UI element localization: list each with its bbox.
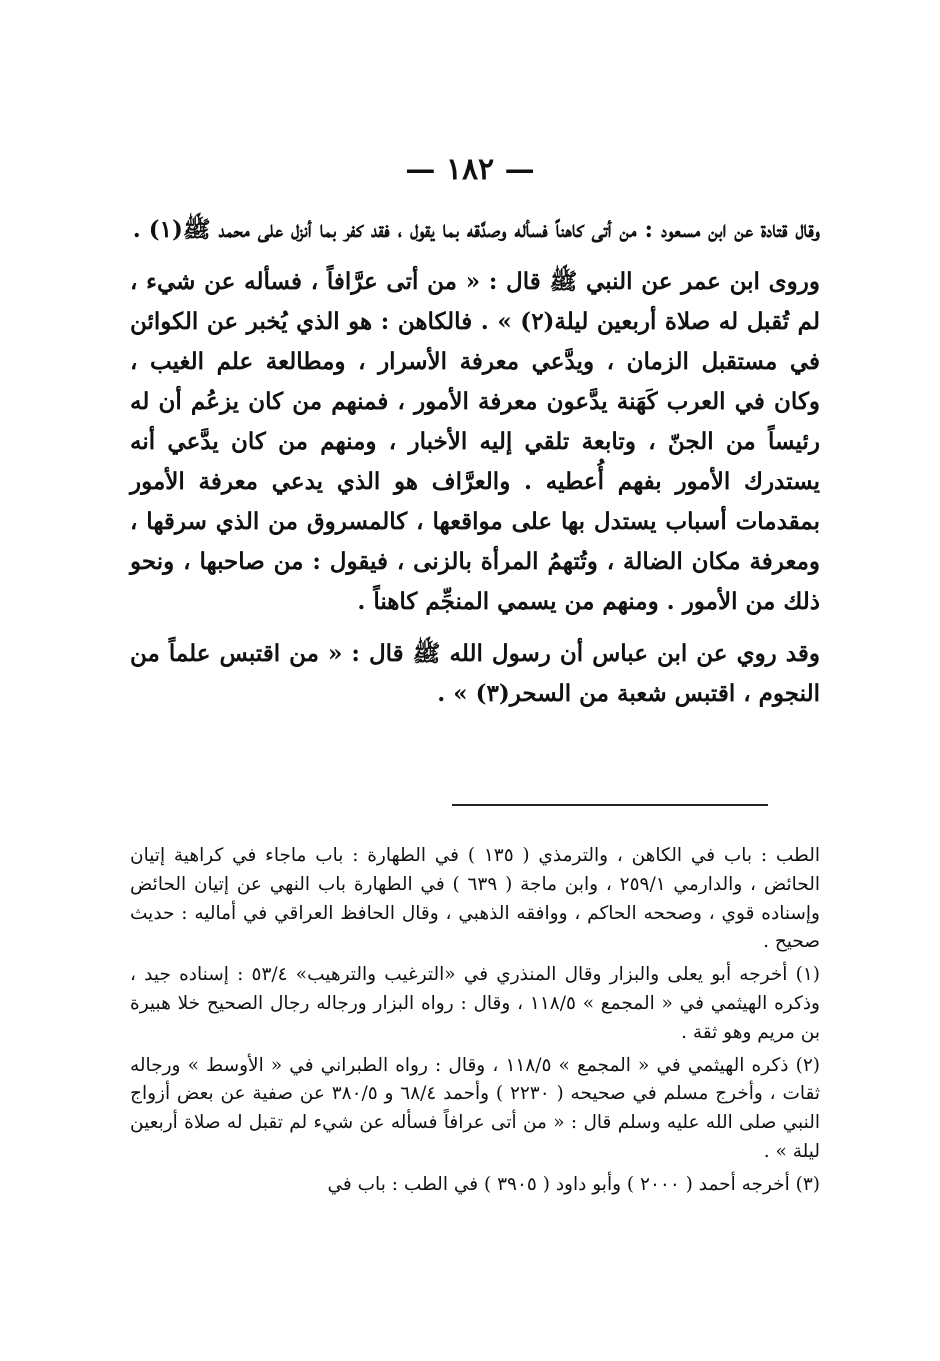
paragraph: وقد روي عن ابن عباس أن رسول الله ﷺ قال : « من اقتبس علماً من النجوم ، اقتبس شعبة من السحر(٣) » .: [130, 640, 820, 707]
main-text: [130, 210, 820, 726]
paragraph: وروى ابن عمر عن النبي ﷺ قال : « من أتى عرَّافاً ، فسأله عن شيء ، لم تُقبل له صلاة أربعين ليلة(٢) » . فالكاهن : هو الذي يُخبر عن الكوائن في مستقبل الزمان ، ويدَّعي معرفة الأسرار ، ومطالعة علم الغيب ، وكان في العرب كَهَنة يدَّعون معرفة الأمور ، فمنهم من كان يزعُم أن له رئيساً من الجنّ ، وتابعة تلقي إليه الأخبار ، ومنهم من كان يدَّعي أنه يستدرك الأمور بفهم أُعطيه . والعرَّاف هو الذي يدعي معرفة الأمور بمقدمات أسباب يستدل بها على مواقعها ، كالمسروق من الذي سرقها ، ومعرفة مكان الضالة ، وتُتهمُ المرأة بالزنى ، فيقول : من صاحبها ، ونحو ذلك من الأمور . ومنهم من يسمي المنجِّم كاهناً .: [130, 268, 821, 615]
footnotes: [130, 842, 820, 1204]
footnote-divider: [452, 804, 768, 806]
paragraph: وقال قتادة عن ابن مسعود : من أتى كاهناً فسأله وصدَّقه بما يقول ، فقد كفر بما أنزل على محمد ﷺ(١) .: [132, 216, 820, 243]
footnote-3: (٣) أخرجه أحمد ( ٢٠٠٠ ) وأبو داود ( ٣٩٠٥ ) في الطب : باب في: [327, 1173, 820, 1195]
footnote-continued: الطب : باب في الكاهن ، والترمذي ( ١٣٥ ) في الطهارة : باب ماجاء في كراهية إتيان الحائض ، والدارمي ٢٥٩/١ ، وابن ماجة ( ٦٣٩ ) في الطهارة باب النهي عن إتيان الحائض وإسناده قوي ، وصححه الحاكم ، ووافقه الذهبي ، وقال الحافظ العراقي في أماليه : حديث صحيح .: [130, 845, 821, 953]
footnote-1: (١) أخرجه أبو يعلى والبزار وقال المنذري في «الترغيب والترهيب» ٥٣/٤ : إسناده جيد ، وذكره الهيثمي في « المجمع » ١١٨/٥ ، وقال : رواه البزار ورجاله رجال الصحيح خلا هبيرة بن مريم وهو ثقة .: [130, 964, 820, 1043]
page-number: — ١٨٢ —: [405, 152, 535, 187]
footnote-2: (٢) ذكره الهيثمي في « المجمع » ١١٨/٥ ، وقال : رواه الطبراني في « الأوسط » ورجاله ثقات ، وأخرج مسلم في صحيحه ( ٢٢٣٠ ) وأحمد ٦٨/٤ و ٣٨٠/٥ عن صفية عن بعض أزواج النبي صلى الله عليه وسلم قال : « من أتى عرافاً فسأله عن شيء لم تقبل له صلاة أربعين ليلة » .: [130, 1054, 821, 1162]
